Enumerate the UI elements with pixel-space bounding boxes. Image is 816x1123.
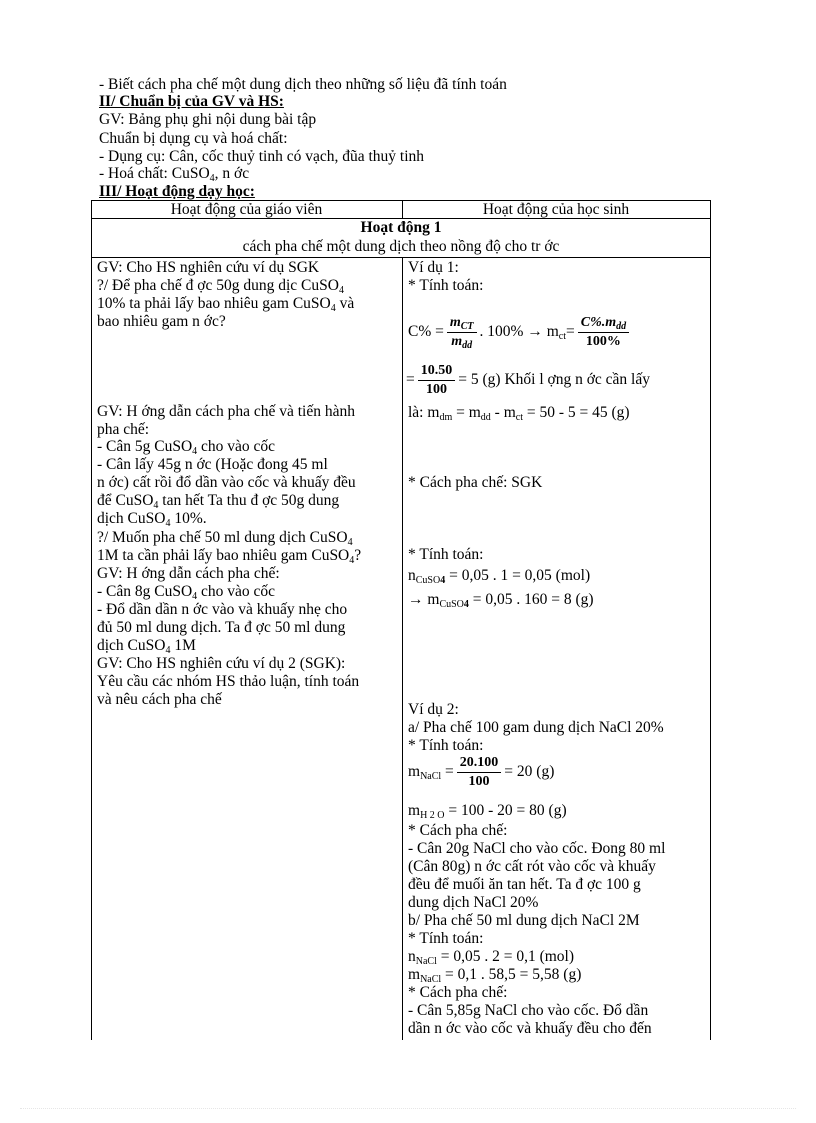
- teacher-line: - Đổ dần dần n ớc vào và khuấy nhẹ cho: [97, 601, 348, 618]
- moles-line: $n_{CuSO4} = 0,05$ . 1 = 0,05 (mol): [408, 567, 591, 586]
- fraction: $\frac{10.50}{100}$: [418, 362, 456, 399]
- student-line: Ví dụ 2:: [408, 701, 459, 718]
- solute-mass-formula: = $\frac{10.50}{100}$ = 5 (g) Khối l ợng n ớc cần lấy: [406, 362, 650, 397]
- fraction: $\frac{20.100}{100}$: [457, 754, 502, 791]
- student-line: (Cân 80g) n ớc cất rót vào cốc và khuấy: [408, 858, 656, 875]
- teacher-line: dịch CuSO$_4$ 10%.: [97, 510, 207, 529]
- teacher-line: GV: Cho HS nghiên cứu ví dụ SGK: [97, 259, 320, 276]
- moles-line: $n_{NaCl} = 0,05$ . 2 = 0,1 (mol): [408, 948, 575, 967]
- teacher-line: GV: Cho HS nghiên cứu ví dụ 2 (SGK):: [97, 655, 346, 672]
- teacher-line: ?/ Muốn pha chế 50 ml dung dịch CuSO$_4$: [97, 529, 353, 548]
- mass-line: $m_{NaCl} = 0,1$ . 58,5 = 5,58 (g): [408, 966, 582, 985]
- activity-subtitle: cách pha chế một dung dịch theo nồng độ cho tr ớc: [242, 238, 560, 255]
- teacher-line: dịch CuSO$_4$ 1M: [97, 637, 196, 656]
- concentration-formula: C% = $\frac{m_{CT}}{m_{dd}}$ . $100\% \to m_{ct}=$ $\frac{C\%.m_{dd}}{100\%}$: [408, 312, 632, 352]
- column-divider: [402, 257, 403, 1040]
- student-line: * Cách pha chế:: [408, 984, 508, 1001]
- table-right-border: [710, 200, 711, 1040]
- student-line: - Cân 20g NaCl cho vào cốc. Đong 80 ml: [408, 840, 666, 857]
- teacher-line: và nêu cách pha chế: [97, 691, 222, 708]
- teacher-line: pha chế:: [97, 421, 150, 438]
- teacher-prep-line: GV: Bảng phụ ghi nội dung bài tập: [99, 111, 317, 128]
- header-teacher: Hoạt động của giáo viên: [170, 201, 323, 218]
- teacher-line: đủ 50 ml dung dịch. Ta đ ợc 50 ml dung: [97, 619, 346, 636]
- teacher-line: bao nhiêu gam n ớc?: [97, 313, 226, 330]
- mass-line: → $m_{CuSO4} = 0,05$ . 160 = 8 (g): [408, 591, 594, 610]
- student-line: * Tính toán:: [408, 546, 484, 563]
- section-2-heading: II/ Chuẩn bị của GV và HS:: [99, 93, 284, 110]
- student-line: a/ Pha chế 100 gam dung dịch NaCl 20%: [408, 719, 664, 736]
- student-line: - Cân 5,85g NaCl cho vào cốc. Đổ dần: [408, 1002, 649, 1019]
- page-bottom-divider: [20, 1108, 796, 1109]
- teacher-line: - Cân lấy 45g n ớc (Hoặc đong 45 ml: [97, 456, 328, 473]
- teacher-line: - Cân 8g CuSO$_4$ cho vào cốc: [97, 583, 276, 602]
- student-line: đều để muối ăn tan hết. Ta đ ợc 100 g: [408, 876, 641, 893]
- objective-line: - Biết cách pha chế một dung dịch theo những số liệu đã tính toán: [99, 76, 507, 93]
- water-mass-line: $m_{H 2 O} = 100 - 20 = 80$ (g): [408, 802, 567, 821]
- activity-title: Hoạt động 1: [360, 219, 442, 236]
- student-line: dần n ớc vào cốc và khuấy đều cho đến: [408, 1020, 652, 1037]
- teacher-line: 10% ta phải lấy bao nhiêu gam CuSO$_4$ và: [97, 295, 355, 314]
- teacher-line: GV: H ớng dẫn cách pha chế và tiến hành: [97, 403, 355, 420]
- fraction: $\frac{m_{CT}}{m_{dd}}$: [447, 314, 477, 351]
- nacl-mass-formula: $m_{NaCl}$ = $\frac{20.100}{100}$ = 20 (g): [408, 754, 555, 789]
- student-line: * Cách pha chế:: [408, 822, 508, 839]
- activity-title-bottom-border: [91, 257, 711, 258]
- student-line: b/ Pha chế 50 ml dung dịch NaCl 2M: [408, 912, 640, 929]
- chemicals-line: - Hoá chất: CuSO$_4$, n ớc: [99, 165, 250, 184]
- student-line: Ví dụ 1:: [408, 259, 459, 276]
- student-line: * Tính toán:: [408, 277, 484, 294]
- teacher-line: GV: H ớng dẫn cách pha chế:: [97, 565, 280, 582]
- teacher-line: - Cân 5g CuSO$_4$ cho vào cốc: [97, 438, 276, 457]
- teacher-line: Yêu cầu các nhóm HS thảo luận, tính toán: [97, 673, 360, 690]
- table-left-border: [91, 200, 92, 1040]
- section-3-heading: III/ Hoạt động dạy học:: [99, 183, 255, 200]
- student-line: dung dịch NaCl 20%: [408, 894, 539, 911]
- prep-line: Chuẩn bị dụng cụ và hoá chất:: [99, 130, 288, 147]
- student-line: * Tính toán:: [408, 930, 484, 947]
- tools-line: - Dụng cụ: Cân, cốc thuỷ tinh có vạch, đũa thuỷ tinh: [99, 148, 425, 165]
- fraction: $\frac{C\%.m_{dd}}{100\%}$: [578, 314, 629, 351]
- teacher-line: 1M ta cần phải lấy bao nhiêu gam CuSO$_4$?: [97, 547, 362, 566]
- teacher-line: để CuSO$_4$ tan hết Ta thu đ ợc 50g dung: [97, 492, 340, 511]
- water-mass-line: là: $m_{dm} = m_{dd} - m_{ct} = 50 - 5 = 45$ (g): [408, 404, 630, 423]
- student-line: * Tính toán:: [408, 737, 484, 754]
- teacher-line: ?/ Để pha chế đ ợc 50g dung dịc CuSO$_4$: [97, 277, 344, 296]
- teacher-line: n ớc) cất rồi đổ dần vào cốc và khuấy đều: [97, 474, 356, 491]
- student-line: * Cách pha chế: SGK: [408, 474, 543, 491]
- header-student: Hoạt động của học sinh: [482, 201, 630, 218]
